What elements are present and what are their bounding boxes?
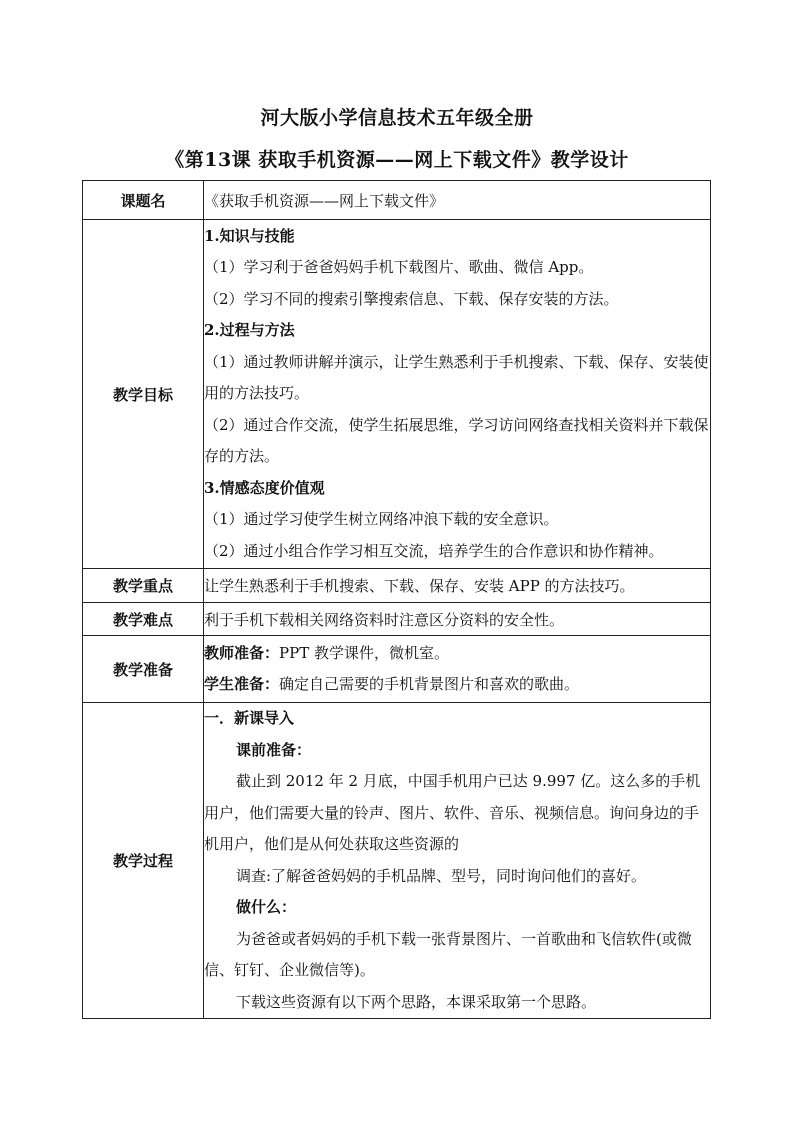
table-row-process	[83, 703, 711, 1019]
prep-teacher-value: PPT 教学课件，微机室。	[279, 643, 449, 662]
table-row-focus	[83, 569, 711, 603]
process-section-heading: 一．新课导入	[204, 709, 295, 727]
lesson-plan-table	[82, 180, 711, 1019]
table-row-difficulty	[83, 603, 711, 636]
row-label-goals: 教学目标	[83, 220, 204, 569]
goals-item-6: （2）通过小组合作学习相互交流，培养学生的合作意识和协作精神。	[204, 541, 664, 560]
document-title-line2: 《第13课 获取手机资源——网上下载文件》教学设计	[165, 149, 629, 171]
row-label-topic: 课题名	[83, 181, 204, 220]
goals-heading-process: 2.过程与方法	[204, 321, 295, 340]
process-paragraph-4: 下载这些资源有以下两个思路，本课采取第一个思路。	[236, 992, 597, 1011]
goals-item-3: （1）通过教师讲解并演示，让学生熟悉利于手机搜索、下载、保存、安装使用的方法技巧。	[204, 352, 709, 403]
prep-student-label: 学生准备：	[204, 675, 280, 693]
goals-heading-attitude: 3.情感态度价值观	[204, 478, 325, 497]
row-label-prep: 教学准备	[83, 636, 204, 703]
row-value-goals	[204, 220, 711, 569]
process-paragraph-2: 调查:了解爸爸妈妈的手机品牌、型号，同时询问他们的喜好。	[236, 866, 647, 885]
goals-item-2: （2）学习不同的搜索引擎搜索信息、下载、保存安装的方法。	[204, 289, 619, 308]
goals-item-5: （1）通过学习使学生树立网络冲浪下载的安全意识。	[204, 510, 559, 529]
row-value-prep	[204, 636, 711, 703]
document-title-line1: 河大版小学信息技术五年级全册	[260, 107, 534, 129]
row-label-difficulty: 教学难点	[83, 603, 204, 636]
goals-item-1: （1）学习利于爸爸妈妈手机下载图片、歌曲、微信 App。	[204, 258, 594, 277]
process-subheading-prep: 课前准备：	[236, 740, 312, 759]
prep-teacher-label: 教师准备：	[204, 643, 280, 662]
table-row-topic	[83, 181, 711, 220]
row-value-focus: 让学生熟悉利于手机搜索、下载、保存、安装 APP 的方法技巧。	[204, 569, 711, 603]
row-value-topic: 《获取手机资源——网上下载文件》	[204, 181, 711, 220]
table-row-prep	[83, 636, 711, 703]
prep-student-value: 确定自己需要的手机背景图片和喜欢的歌曲。	[279, 675, 580, 693]
row-label-process: 教学过程	[83, 703, 204, 1019]
table-row-goals	[83, 220, 711, 569]
process-paragraph-3: 为爸爸或者妈妈的手机下载一张背景图片、一首歌曲和飞信软件(或微信、钉钉、企业微信等)。	[204, 929, 692, 979]
row-value-process	[204, 703, 711, 1019]
row-label-focus: 教学重点	[83, 569, 204, 603]
goals-heading-knowledge: 1.知识与技能	[204, 226, 295, 245]
process-paragraph-1: 截止到 2012 年 2 月底，中国手机用户已达 9.997 亿。这么多的手机用户，他们需要大量的铃声、图片、软件、音乐、视频信息。询问身边的手机用户，他们是从何处获取这些资源的	[204, 772, 701, 853]
row-value-difficulty: 利于手机下载相关网络资料时注意区分资料的安全性。	[204, 603, 711, 636]
process-subheading-task: 做什么：	[236, 898, 297, 916]
goals-item-4: （2）通过合作交流，使学生拓展思维，学习访问网络查找相关资料并下载保存的方法。	[204, 415, 709, 466]
